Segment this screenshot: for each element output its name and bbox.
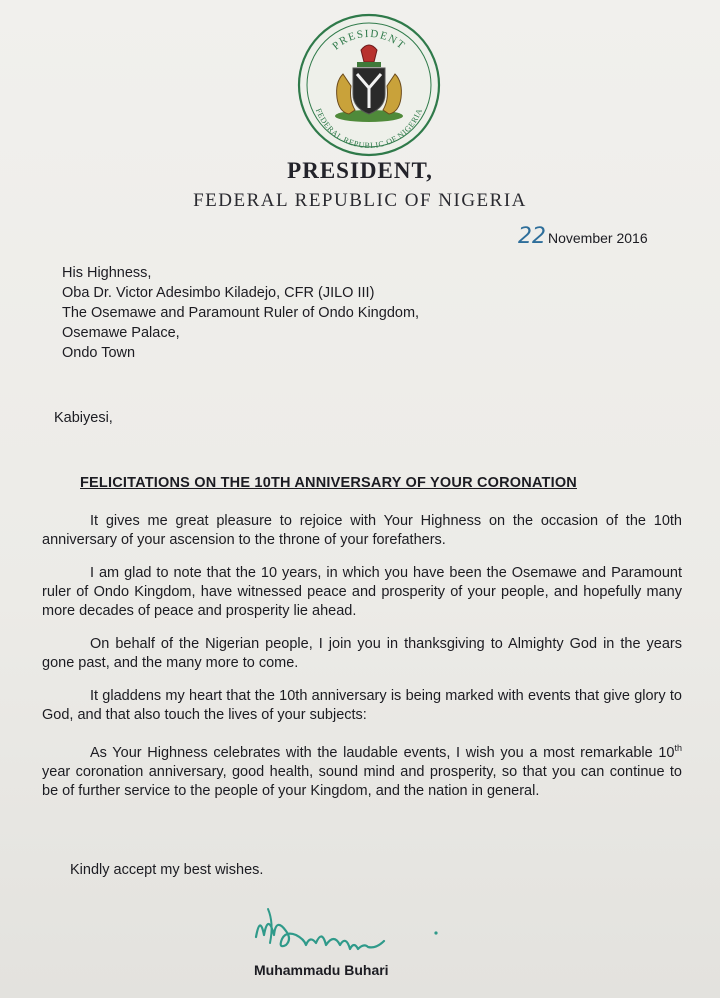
address-line: His Highness, — [62, 265, 152, 281]
presidential-seal — [291, 12, 447, 158]
address-line: Osemawe Palace, — [62, 325, 180, 341]
final-paragraph-end: year coronation anniversary, good health, sound mind and prosperity, so that you can continue to be of further service to the people of your Kingdom, and the nation in general. — [42, 763, 682, 799]
date-day-handwritten: 22 — [518, 224, 546, 249]
signatory-name: Muhammadu Buhari — [254, 962, 389, 978]
body-paragraph-final — [42, 739, 682, 801]
seal-text-top: PRESIDENT — [330, 27, 408, 53]
handwritten-signature — [248, 895, 448, 970]
seal-text-bottom: FEDERAL REPUBLIC OF NIGERIA — [313, 107, 425, 151]
letter-body — [42, 512, 682, 815]
final-paragraph-start: As Your Highness celebrates with the laudable events, I wish you a most remarkable 10 — [90, 744, 675, 761]
letterhead-title: PRESIDENT, — [287, 158, 433, 183]
date-month-year: November 2016 — [548, 230, 648, 246]
address-line: Ondo Town — [62, 345, 136, 361]
ordinal-superscript: th — [674, 743, 682, 753]
letter-date — [518, 224, 648, 249]
address-line: Oba Dr. Victor Adesimbo Kiladejo, CFR (JILO III) — [62, 285, 375, 301]
address-line: The Osemawe and Paramount Ruler of Ondo Kingdom, — [62, 305, 420, 321]
subject-line: FELICITATIONS ON THE 10TH ANNIVERSARY OF YOUR CORONATION — [80, 475, 577, 491]
body-paragraph: I am glad to note that the 10 years, in which you have been the Osemawe and Paramount ruler of Ondo Kingdom, have witnessed peace and prosperity of your people, and hopefully many more decades of peace and prosperity lie ahead. — [42, 565, 682, 619]
body-paragraph: It gladdens my heart that the 10th anniversary is being marked with events that give glory to God, and that also touch the lives of your subjects: — [42, 688, 682, 723]
body-paragraph: On behalf of the Nigerian people, I join you in thanksgiving to Almighty God in the years gone past, and the many more to come. — [42, 636, 682, 671]
salutation: Kabiyesi, — [54, 410, 113, 426]
recipient-address — [62, 263, 419, 363]
letterhead-subtitle: FEDERAL REPUBLIC OF NIGERIA — [193, 190, 527, 211]
closing-line: Kindly accept my best wishes. — [70, 862, 264, 878]
body-paragraph: It gives me great pleasure to rejoice with Your Highness on the occasion of the 10th anniversary of your ascension to the throne of your forefathers. — [42, 513, 682, 548]
